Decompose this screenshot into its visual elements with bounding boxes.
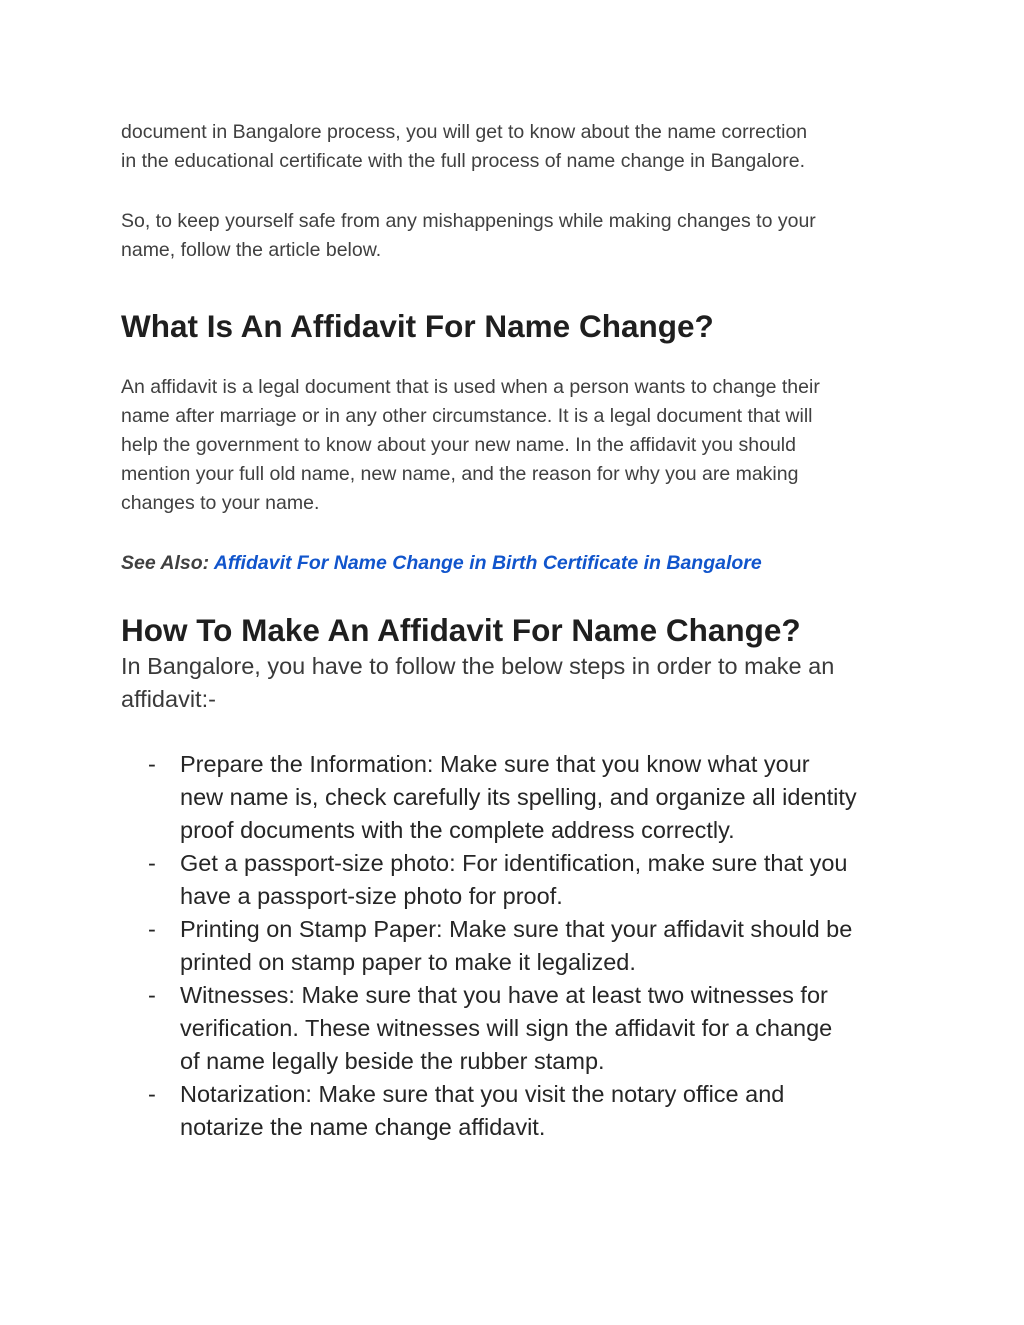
see-also-label: See Also: (121, 552, 210, 574)
section2-intro (121, 650, 911, 716)
step-text-line: Prepare the Information: Make sure that you know what your (180, 751, 810, 777)
intro-p1-line-1: document in Bangalore process, you will get to know about the name correction (121, 121, 808, 143)
intro-paragraph-2 (121, 207, 911, 265)
list-item (121, 748, 910, 847)
section1-body-line: help the government to know about your new name. In the affidavit you should (121, 434, 796, 456)
section2-heading: How To Make An Affidavit For Name Change? (121, 612, 801, 648)
step-text-line: printed on stamp paper to make it legalized. (180, 949, 636, 975)
bullet-dash: - (148, 751, 156, 777)
step-text-line: Notarization: Make sure that you visit the notary office and (180, 1081, 785, 1107)
list-item (121, 979, 910, 1078)
intro-paragraph-1 (121, 118, 911, 176)
list-item (121, 847, 910, 913)
list-item (121, 913, 910, 979)
step-text-line: new name is, check carefully its spelling, and organize all identity (180, 784, 857, 810)
section1-body-line: changes to your name. (121, 492, 320, 514)
intro-p2-line-1: So, to keep yourself safe from any mishappenings while making changes to your (121, 210, 816, 232)
step-text-line: verification. These witnesses will sign the affidavit for a change (180, 1015, 833, 1041)
step-text-line: notarize the name change affidavit. (180, 1114, 546, 1140)
step-text-line: Get a passport-size photo: For identification, make sure that you (180, 850, 848, 876)
bullet-dash: - (148, 1081, 156, 1107)
step-text-line: of name legally beside the rubber stamp. (180, 1048, 605, 1074)
section2-intro-line-1: In Bangalore, you have to follow the below steps in order to make an (121, 653, 835, 679)
section2-intro-line-2: affidavit:- (121, 686, 216, 712)
step-text-line: Printing on Stamp Paper: Make sure that your affidavit should be (180, 916, 853, 942)
see-also (121, 549, 911, 578)
see-also-link[interactable]: Affidavit For Name Change in Birth Certificate in Bangalore (213, 552, 762, 574)
document-page (121, 118, 911, 1144)
bullet-dash: - (148, 850, 156, 876)
section1-body-line: An affidavit is a legal document that is used when a person wants to change their (121, 376, 820, 398)
section1-body-line: mention your full old name, new name, and the reason for why you are making (121, 463, 799, 485)
section1-body-line: name after marriage or in any other circumstance. It is a legal document that will (121, 405, 813, 427)
step-text-line: Witnesses: Make sure that you have at least two witnesses for (180, 982, 828, 1008)
list-item (121, 1078, 910, 1144)
step-text-line: have a passport-size photo for proof. (180, 883, 563, 909)
section1-heading: What Is An Affidavit For Name Change? (121, 308, 714, 344)
step-text-line: proof documents with the complete address correctly. (180, 817, 735, 843)
steps-list (121, 748, 911, 1144)
intro-p2-line-2: name, follow the article below. (121, 239, 382, 261)
bullet-dash: - (148, 982, 156, 1008)
intro-p1-line-2: in the educational certificate with the full process of name change in Bangalore. (121, 150, 805, 172)
section1-body (121, 373, 911, 518)
bullet-dash: - (148, 916, 156, 942)
